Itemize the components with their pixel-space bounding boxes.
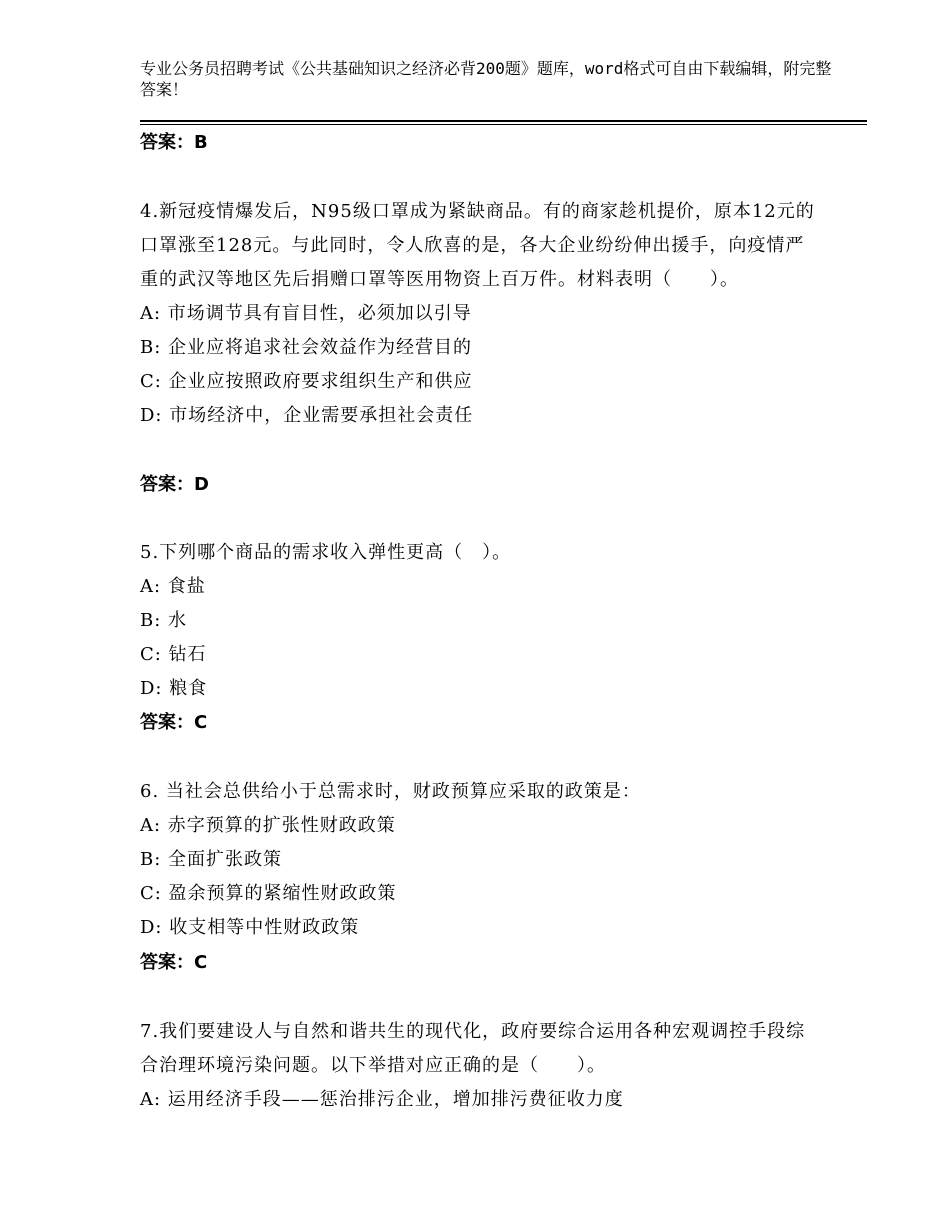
answer-label: 答案：D <box>140 474 209 495</box>
header-divider <box>140 120 867 125</box>
option-c: C: 企业应按照政府要求组织生产和供应 <box>140 371 473 392</box>
answer-label: 答案：B <box>140 132 208 153</box>
option-d: D: 收支相等中性财政政策 <box>140 917 360 938</box>
option-a: A: 赤字预算的扩张性财政政策 <box>140 815 396 836</box>
question-text: 6. 当社会总供给小于总需求时，财政预算应采取的政策是： <box>140 781 641 802</box>
option-b: B: 企业应将追求社会效益作为经营目的 <box>140 337 473 358</box>
option-b: B: 全面扩张政策 <box>140 849 283 870</box>
option-a: A: 运用经济手段——惩治排污企业，增加排污费征收力度 <box>140 1089 624 1110</box>
option-b: B: 水 <box>140 610 188 631</box>
option-a: A: 食盐 <box>140 576 206 597</box>
option-a: A: 市场调节具有盲目性，必须加以引导 <box>140 303 472 324</box>
option-d: D: 粮食 <box>140 678 208 699</box>
question-5 <box>140 536 820 706</box>
question-7 <box>140 1015 820 1117</box>
answer-label: 答案：C <box>140 952 208 973</box>
question-text: 4.新冠疫情爆发后，N95级口罩成为紧缺商品。有的商家趁机提价，原本12元的口罩涨至128元。与此同时，令人欣喜的是，各大企业纷纷伸出援手，向疫情严重的武汉等地区先后捐赠口罩等医用物资上百万件。材料表明（ ）。 <box>140 201 815 290</box>
answer-label: 答案：C <box>140 712 208 733</box>
question-text: 7.我们要建设人与自然和谐共生的现代化，政府要综合运用各种宏观调控手段综合治理环境污染问题。以下举措对应正确的是（ ）。 <box>140 1021 806 1076</box>
question-text: 5.下列哪个商品的需求收入弹性更高（ ）。 <box>140 542 512 563</box>
question-6 <box>140 775 820 945</box>
page-header: 专业公务员招聘考试《公共基础知识之经济必背200题》题库，word格式可自由下载编辑，附完整答案！ <box>140 59 832 99</box>
option-c: C: 盈余预算的紧缩性财政政策 <box>140 883 397 904</box>
question-4 <box>140 195 820 433</box>
option-d: D: 市场经济中，企业需要承担社会责任 <box>140 405 474 426</box>
option-c: C: 钻石 <box>140 644 207 665</box>
